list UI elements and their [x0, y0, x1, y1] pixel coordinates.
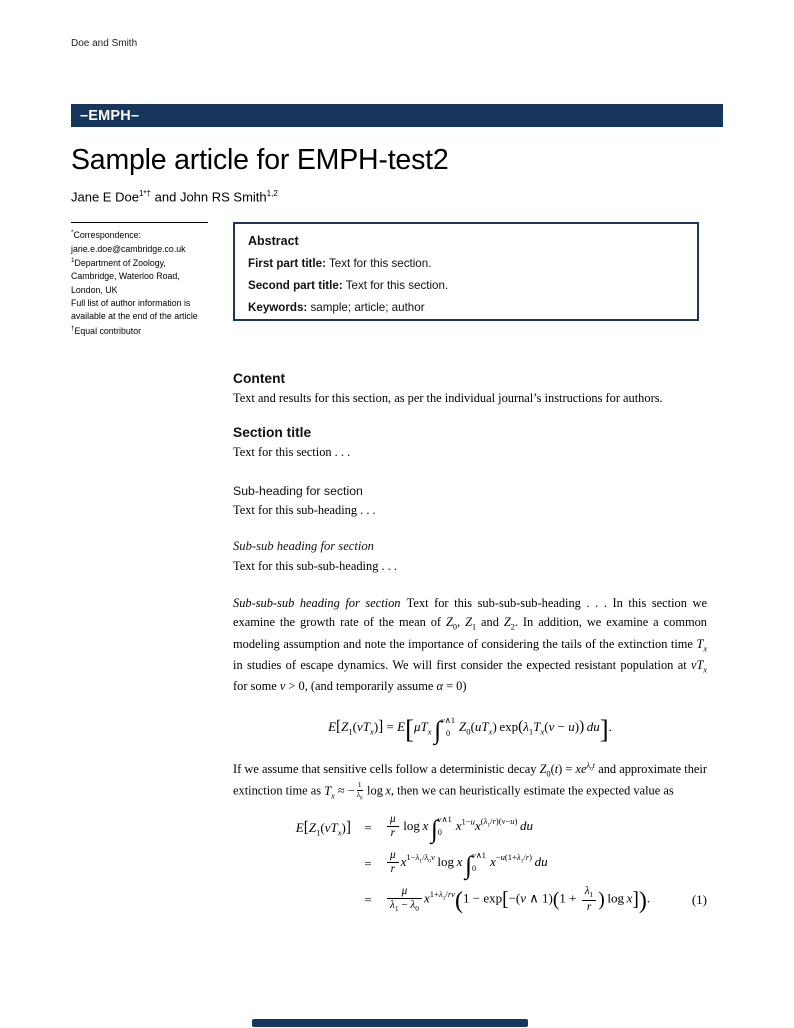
display-equation: $E[Z_1(vT_x)] = E[\mu T_x$ ∫ v∧1 0 $Z_0(uT_x) \exp(\lambda_1T_x(v - u))$ du]. [328, 713, 612, 745]
abstract-item-text: Text for this section. [325, 257, 432, 271]
equation-lhs: $E[Z_1(vT_x)]$ [295, 818, 351, 838]
sub-sub-heading-paragraph: Text for this sub-sub-heading . . . [233, 559, 397, 574]
sub-sub-heading: Sub-sub heading for section [233, 539, 374, 554]
author-line: Jane E Doe$^{1*\dagger}$ and John RS Smith$^{1,2}$ [71, 189, 278, 205]
equation-rhs: $\frac{\mu}{r}$ $x^{1-\lambda_1/\lambda_0v}$ log x ∫ v∧1 0 $x^{-u(1+\lambda_1/r)}$ du [385, 849, 673, 879]
author-info-line: available at the end of the article [71, 311, 198, 322]
abstract-item-label: Second part title: [248, 279, 343, 293]
heuristic-paragraph: If we assume that sensitive cells follow a deterministic decay $Z_0(t) = xe^{\lambda_0t}$ and approximate their extinction time as $T_x$ ≈ − $\frac{1}{\lambda_0}$ log x, then we can heuristically estimate the expected value as [233, 760, 707, 802]
equation-rhs: $\frac{\mu}{r}$ log x ∫ v∧1 0 $x^{1-u}x^{(\lambda_1/r)(v-u)}$ du [385, 813, 673, 843]
equals-sign: = [364, 891, 372, 907]
equation-rhs: $\frac{\mu}{\lambda_1 - \lambda_0}$ $x^{1+\lambda_1/rv}(1 - \exp[-(v$ ∧ 1)(1 + $\frac{\lambda_1}{r}$ ) log x]). [385, 885, 673, 915]
abstract-item-text: Text for this section. [342, 279, 449, 293]
abstract-box [233, 222, 699, 321]
section-heading-content: Content [233, 370, 286, 386]
sub-sub-sub-heading: Sub-sub-sub heading for section [233, 595, 401, 610]
main-column [233, 371, 707, 915]
affiliation-line: Cambridge, Waterloo Road, [71, 271, 180, 282]
horizontal-scrollbar-thumb[interactable] [252, 1019, 528, 1027]
affiliation-line: London, UK [71, 284, 118, 295]
journal-banner-label: –EMPH– [80, 107, 140, 124]
equation-row [233, 849, 707, 879]
section-paragraph: Text for this section . . . [233, 445, 351, 460]
correspondence-email: jane.e.doe@cambridge.co.uk [71, 243, 186, 254]
abstract-item-text: sample; article; author [307, 301, 425, 315]
sub-sub-sub-paragraph-text: Text for this sub-sub-sub-heading . . . In this section we examine the growth rate of the mean of $Z_0$, $Z_1$ and $Z_2$. In addition, we examine a common modeling assumption and note the importance of considering the tails of the extinction time $T_x$ in studies of escape dynamics. We will first consider the expected resistant population at $vT_x$ for some v > 0, (and temporarily assume α = 0) [233, 595, 707, 694]
running-head: Doe and Smith [71, 38, 138, 49]
article-title: Sample article for EMPH-test2 [71, 144, 449, 176]
front-matter-columns [71, 222, 723, 338]
equals-sign: = [364, 855, 372, 871]
correspondence-note [71, 222, 208, 338]
sub-heading: Sub-heading for section [233, 483, 363, 498]
journal-banner [71, 104, 723, 127]
abstract-item [248, 279, 684, 292]
abstract-item-label: First part title: [248, 257, 326, 271]
equals-sign: = [364, 819, 372, 835]
equation-number: (1) [691, 891, 707, 907]
section-heading-title: Section title [233, 425, 312, 441]
equation-array [233, 813, 707, 915]
equation-row [233, 813, 707, 843]
equal-contributor-line: †Equal contributor [71, 324, 142, 336]
author-info-line: Full list of author information is [71, 297, 191, 308]
abstract-keywords [248, 301, 684, 314]
sub-sub-sub-paragraph [233, 594, 707, 697]
equation-row [233, 885, 707, 915]
content-paragraph: Text and results for this section, as per the individual journal’s instructions for authors. [233, 390, 663, 405]
affiliation-line: $^1$Department of Zoology, [71, 256, 166, 268]
sub-heading-paragraph: Text for this sub-heading . . . [233, 502, 376, 517]
abstract-item [248, 257, 684, 270]
abstract-item-label: Keywords: [248, 301, 308, 315]
correspondence-line: *Correspondence: [71, 229, 141, 241]
abstract-heading: Abstract [248, 234, 299, 249]
